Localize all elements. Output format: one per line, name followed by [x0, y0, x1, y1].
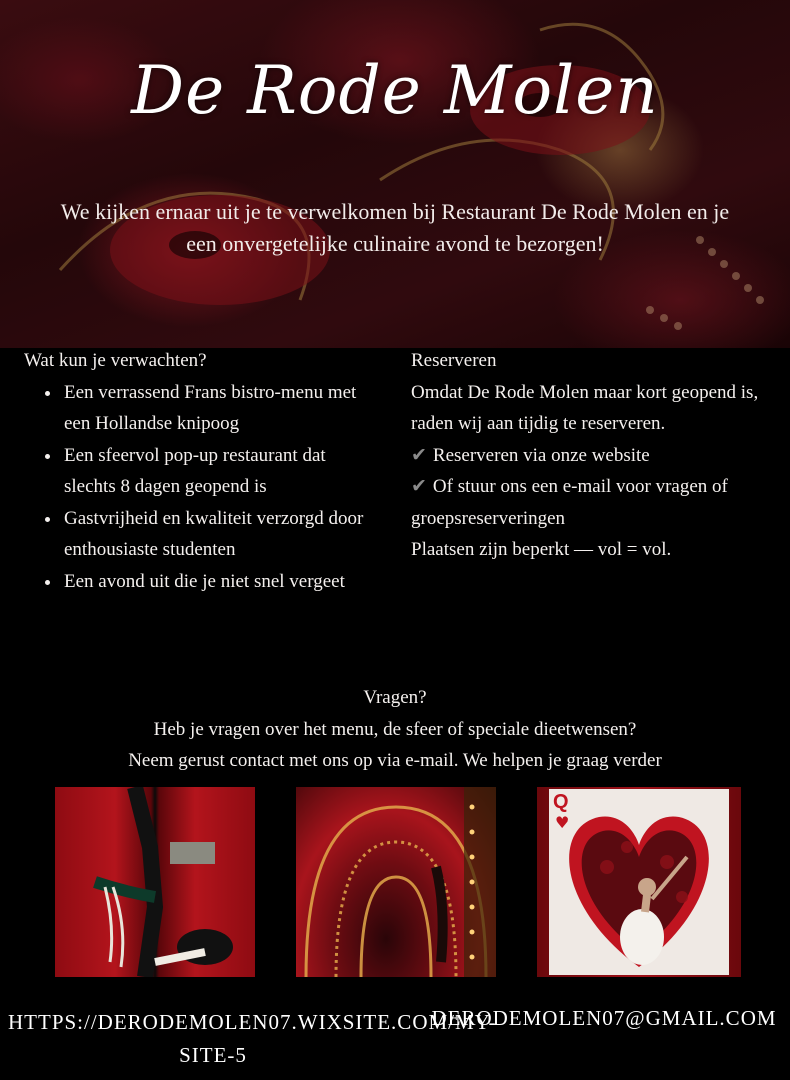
- heart-suit-icon: ♥: [555, 813, 570, 832]
- list-item: • Gastvrijheid en kwaliteit verzorgd door enthousiaste studenten: [62, 503, 374, 566]
- curtain-legs-photo: [55, 787, 255, 977]
- queen-card-photo: [537, 787, 741, 977]
- questions-heading: Vragen?: [363, 687, 427, 708]
- page-title: De Rode Molen: [131, 52, 659, 129]
- website-link[interactable]: HTTPS://DERODEMOLEN07.WIXSITE.COM/MY-SITE-5: [8, 1010, 497, 1067]
- email-link[interactable]: DERODEMOLEN07@GMAIL.COM: [431, 1006, 777, 1030]
- questions-line-2: Neem gerust contact met ons op via e-mail. We helpen je graag verder: [128, 750, 662, 771]
- expect-list: [24, 377, 374, 598]
- theatre-stage-photo: [296, 787, 496, 977]
- reserve-section: [411, 345, 776, 566]
- questions-section: [0, 682, 790, 777]
- reserve-check-email: ✔ Of stuur ons een e-mail voor vragen of groepsreserveringen: [411, 476, 728, 529]
- intro-text: We kijken ernaar uit je te verwelkomen bij Restaurant De Rode Molen en je een onvergetelijke culinaire avond te bezorgen!: [60, 199, 730, 256]
- reserve-note: Plaatsen zijn beperkt — vol = vol.: [411, 539, 672, 560]
- list-item: • Een sfeervol pop-up restaurant dat slechts 8 dagen geopend is: [62, 440, 374, 503]
- reserve-text: Omdat De Rode Molen maar kort geopend is, raden wij aan tijdig te reserveren.: [411, 381, 759, 434]
- list-item: • Een avond uit die je niet snel vergeet: [62, 566, 374, 598]
- check-icon: ✔: [411, 476, 427, 497]
- hero-banner: [0, 0, 790, 348]
- list-item: • Een verrassend Frans bistro-menu met een Hollandse knipoog: [62, 377, 374, 440]
- questions-line-1: Heb je vragen over het menu, de sfeer of speciale dieetwensen?: [153, 718, 637, 740]
- card-rank-label: Q: [553, 791, 569, 813]
- expect-heading: Wat kun je verwachten?: [24, 350, 207, 371]
- check-icon: ✔: [411, 444, 427, 466]
- reserve-heading: Reserveren: [411, 350, 497, 371]
- expect-section: [24, 345, 374, 597]
- reserve-check-website: ✔ Reserveren via onze website: [411, 444, 650, 466]
